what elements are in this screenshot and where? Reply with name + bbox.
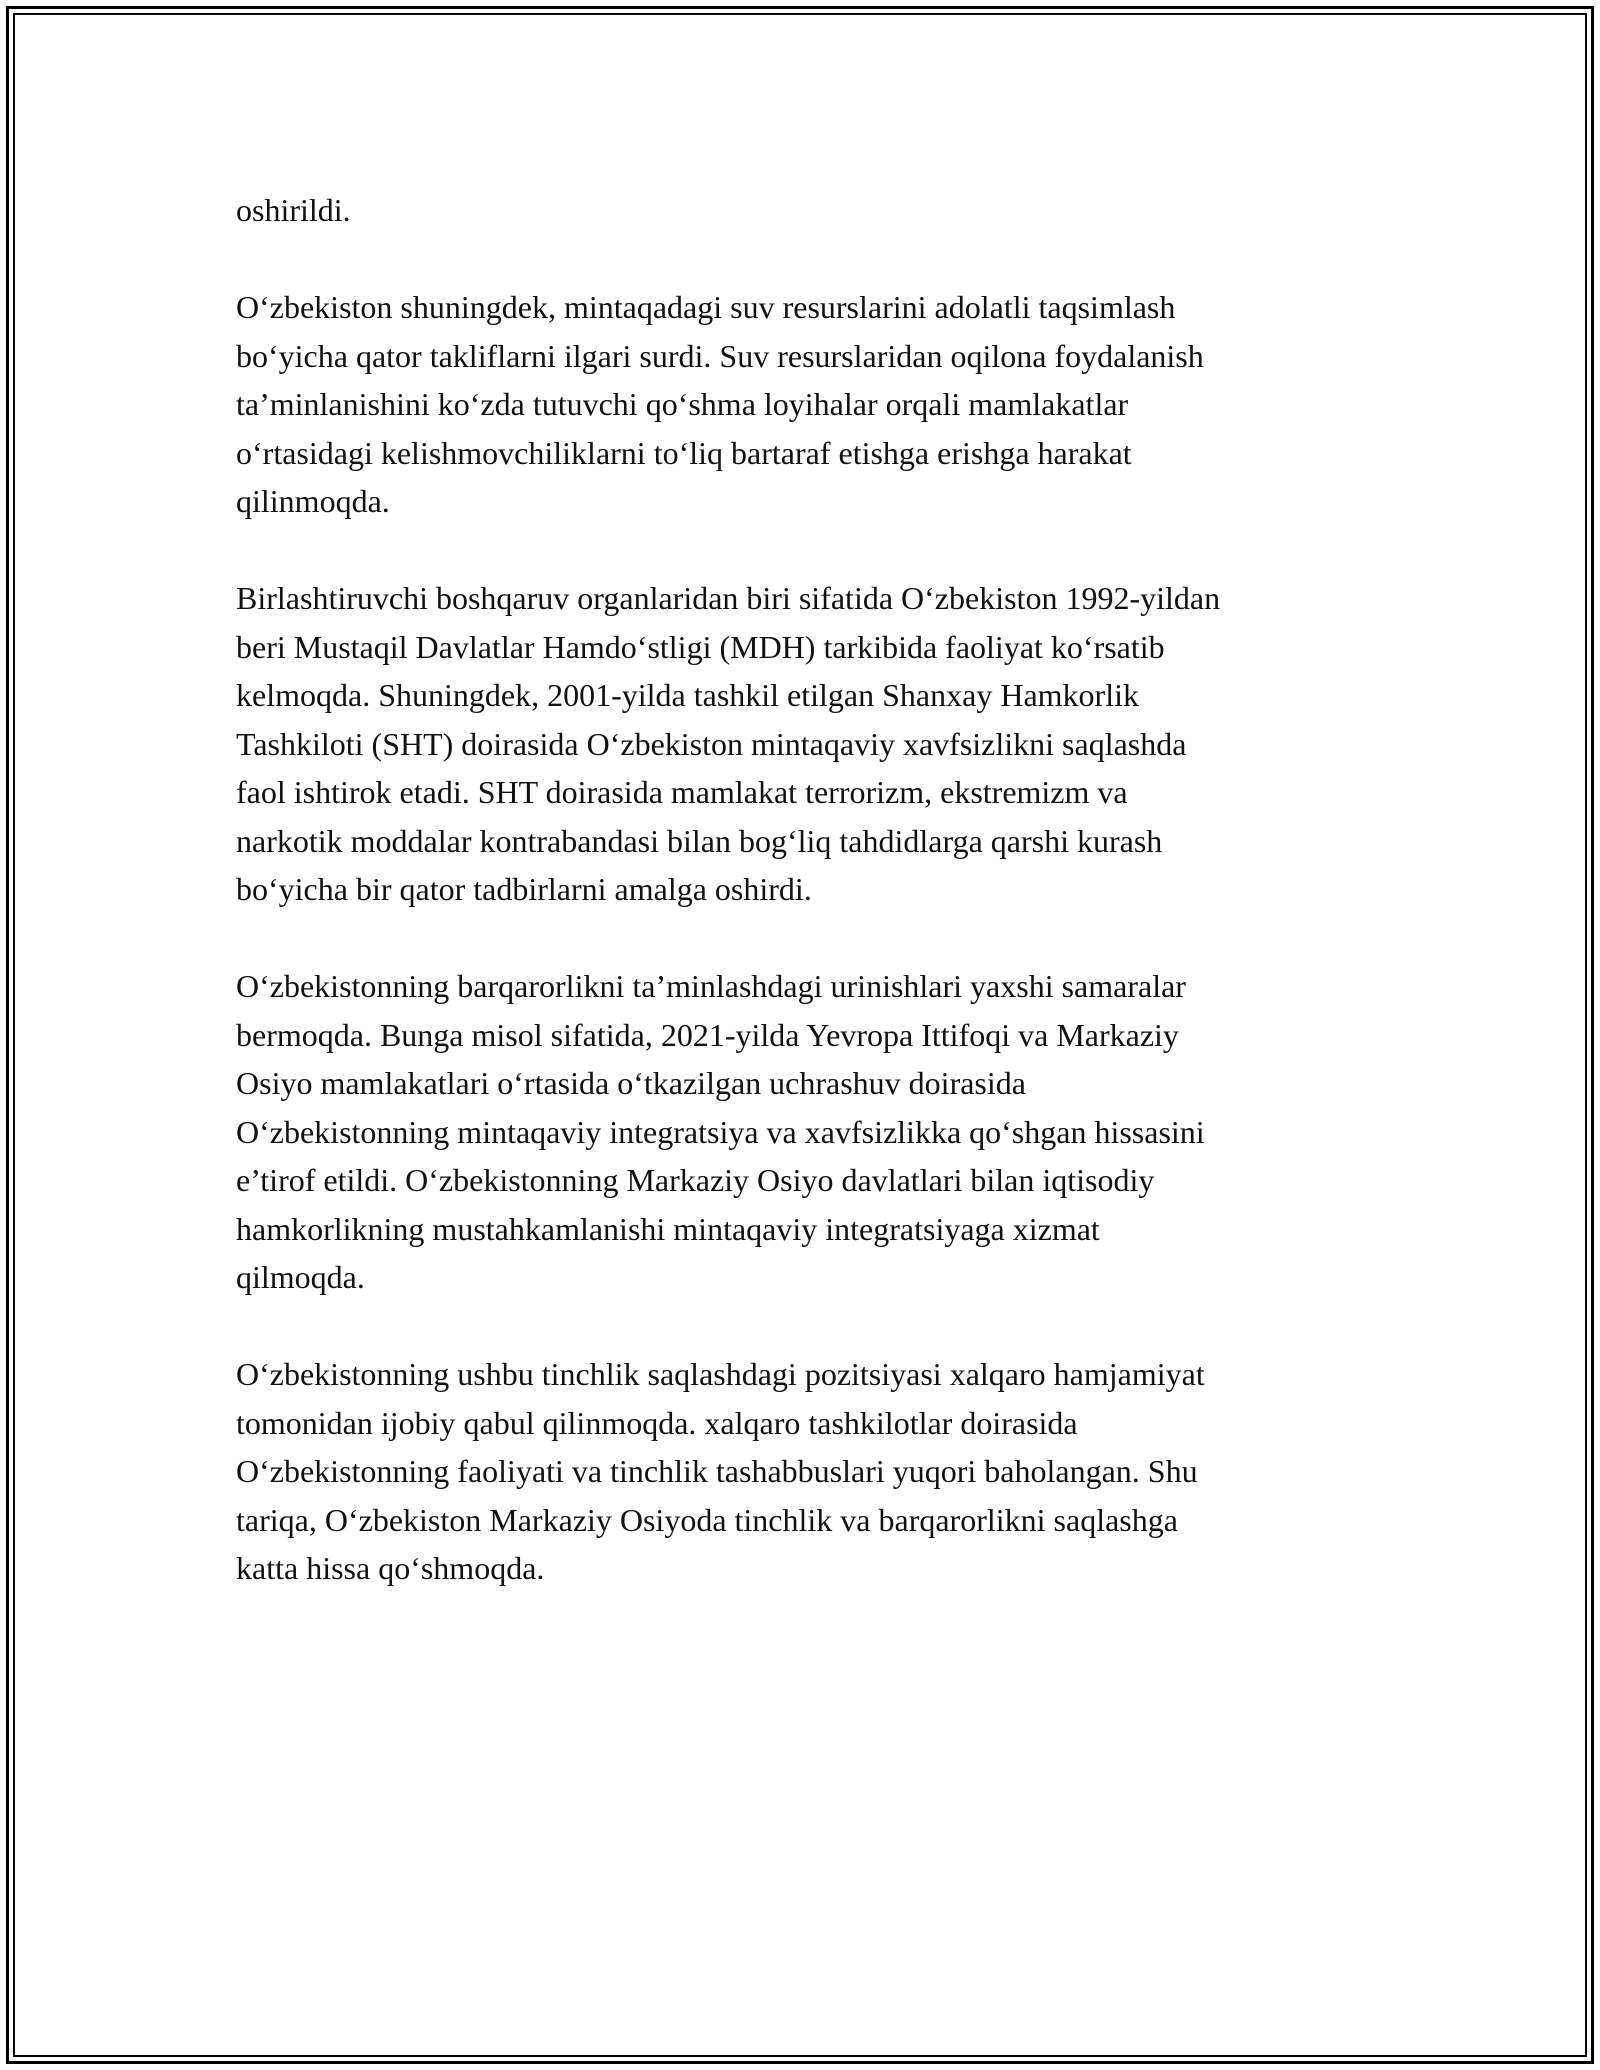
text-line: qilmoqda. [236, 1259, 365, 1295]
text-line: bermoqda. Bunga misol sifatida, 2021-yilda Yevropa Ittifoqi va Markaziy [236, 1016, 1179, 1053]
text-line: O‘zbekistonning ushbu tinchlik saqlashdagi pozitsiyasi xalqaro hamjamiyat [236, 1356, 1205, 1392]
text-line: o‘rtasidagi kelishmovchiliklarni to‘liq bartaraf etishga erishga harakat [236, 434, 1132, 471]
text-line: tomonidan ijobiy qabul qilinmoqda. xalqaro tashkilotlar doirasida [236, 1404, 1078, 1441]
text-line: Tashkiloti (SHT) doirasida O‘zbekiston mintaqaviy xavfsizlikni saqlashda [236, 725, 1187, 762]
text-line: O‘zbekistonning mintaqaviy integratsiya va xavfsizlikka qo‘shgan hissasini [236, 1113, 1205, 1150]
paragraph-1 [236, 186, 1396, 235]
text-line: kelmoqda. Shuningdek, 2001-yilda tashkil etilgan Shanxay Hamkorlik [236, 677, 1139, 713]
document-body [236, 186, 1396, 1641]
paragraph-3 [236, 574, 1396, 914]
text-line: O‘zbekistonning barqarorlikni ta’minlashdagi urinishlari yaxshi samaralar [236, 968, 1186, 1004]
text-line: narkotik moddalar kontrabandasi bilan bog‘liq tahdidlarga qarshi kurash [236, 822, 1163, 859]
text-line: O‘zbekiston shuningdek, mintaqadagi suv resurslarini adolatli taqsimlash [236, 289, 1176, 325]
text-line: oshirildi. [236, 192, 351, 228]
paragraph-4 [236, 962, 1396, 1302]
text-line: katta hissa qo‘shmoqda. [236, 1550, 545, 1586]
text-line: qilinmoqda. [236, 483, 390, 519]
text-line: bo‘yicha bir qator tadbirlarni amalga oshirdi. [236, 871, 812, 907]
text-line: Birlashtiruvchi boshqaruv organlaridan biri sifatida O‘zbekiston 1992-yildan [236, 580, 1221, 616]
text-line: bo‘yicha qator takliflarni ilgari surdi. Suv resurslaridan oqilona foydalanish [236, 337, 1204, 374]
text-line: beri Mustaqil Davlatlar Hamdo‘stligi (MDH) tarkibida faoliyat ko‘rsatib [236, 628, 1165, 665]
text-line: e’tirof etildi. O‘zbekistonning Markaziy Osiyo davlatlari bilan iqtisodiy [236, 1162, 1155, 1198]
text-line: tariqa, O‘zbekiston Markaziy Osiyoda tinchlik va barqarorlikni saqlashga [236, 1501, 1178, 1538]
text-line: faol ishtirok etadi. SHT doirasida mamlakat terrorizm, ekstremizm va [236, 774, 1128, 810]
text-line: O‘zbekistonning faoliyati va tinchlik tashabbuslari yuqori baholangan. Shu [236, 1453, 1198, 1489]
text-line: Osiyo mamlakatlari o‘rtasida o‘tkazilgan uchrashuv doirasida [236, 1065, 1026, 1101]
text-line: ta’minlanishini ko‘zda tutuvchi qo‘shma loyihalar orqali mamlakatlar [236, 386, 1129, 422]
paragraph-2 [236, 283, 1396, 526]
text-line: hamkorlikning mustahkamlanishi mintaqaviy integratsiyaga xizmat [236, 1210, 1100, 1247]
paragraph-5 [236, 1350, 1396, 1593]
